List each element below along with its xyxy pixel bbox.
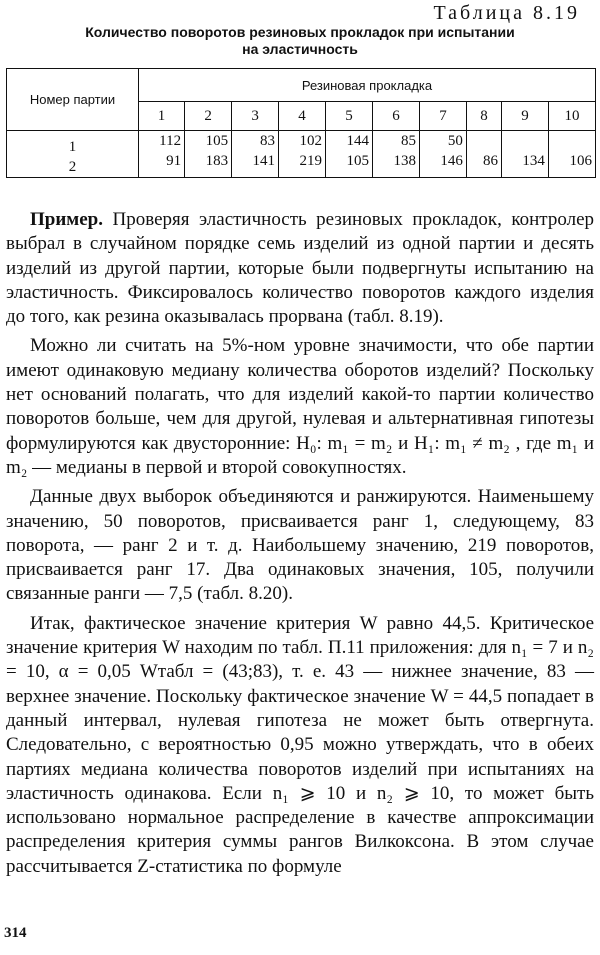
value: 138 [393,153,416,169]
table-title [0,24,600,58]
party-labels-cell [7,131,139,178]
value: 183 [205,153,229,169]
column-header: 4 [279,102,326,131]
value: 50 [447,133,463,149]
value: 146 [440,153,463,169]
value: 102 [299,133,323,149]
value-cell [326,131,373,178]
value-cell [185,131,232,178]
value-cell [139,131,185,178]
paragraph: Данные двух выборок объединяются и ранжируются. Наименьшему значению, 50 поворотов, присваивается ранг 1, следующему, 83 поворота, — ранг 2 и т. д. Наибольшему значению, 219 поворотов, присваивается ранг 17. Два одинаковых значения, 105, получили связанные ранги — 7,5 (табл. 8.20). [6,486,594,605]
value: 86 [482,153,498,169]
value: 112 [159,133,182,149]
page-number: 314 [4,925,27,941]
value-cell [548,131,595,178]
value: 85 [400,133,416,149]
paragraph [6,208,594,329]
value: 105 [346,153,369,169]
gasket-header: Резиновая прокладка [139,69,596,102]
value-cell [232,131,279,178]
value-cell [466,131,501,178]
table-title-line-1: Количество поворотов резиновых прокладок при испытании [85,24,515,40]
column-header: 3 [232,102,279,131]
column-header: 1 [139,102,185,131]
value: 219 [299,153,323,169]
column-header: 7 [419,102,466,131]
table-title-line-2: на эластичность [242,41,358,57]
value: 144 [346,133,369,149]
value: 134 [522,153,545,169]
value: 106 [569,153,592,169]
column-header: 5 [326,102,373,131]
column-header: 8 [466,102,501,131]
paragraph-text: Проверяя эластичность резиновых прокладок, контролер выбрал в случайном порядке семь изделий из одной партии и десять изделий из другой партии, которые были подвергнуты испытанию на эластичность. Фиксировалось количество поворотов каждого изделия до того, как резина оказывалась прорвана (табл. 8.19). [6,209,594,328]
paragraph: Можно ли считать на 5%-ном уровне значимости, что обе партии имеют одинаковую медиану количества оборотов изделий? Поскольку нет оснований полагать, что для изделий какой-то партии количество поворотов больше, чем для другой, нулевая и альтернативная гипотезы формулируются как двусторонние: H₀: m₁ = m₂ и H₁: m₁ ≠ m₂ , где m₁ и m₂ — медианы в первой и второй совокупностях. [6,335,594,478]
paragraph: Итак, фактическое значение критерия W равно 44,5. Критическое значение критерия W находим по табл. П.11 приложения: для n₁ = 7 и n₂ = 10, α = 0,05 Wтабл = (43;83), т. е. 43 — нижнее значение, 83 — верхнее значение. Поскольку фактическое значение W = 44,5 попадает в данный интервал, нулевая гипотеза не может быть отвергнута. Следовательно, с вероятностью 0,95 можно утверждать, что в обеих партиях медиана количества поворотов изделий при испытаниях на эластичность одинакова. Если n₁ ⩾ 10 и n₂ ⩾ 10, то может быть использовано нормальное распределение в качестве аппроксимации распределения критерия суммы рангов Вилкоксона. В этом случае рассчитывается Z-статистика по формуле [6,612,594,877]
value: 105 [205,133,229,149]
party-label: 2 [68,159,77,175]
column-header: 10 [548,102,595,131]
body-text [6,208,594,879]
column-header: 2 [185,102,232,131]
value: 141 [252,153,276,169]
value: 91 [166,153,182,169]
table-number-label: Таблица 8.19 [433,2,580,24]
column-header: 9 [501,102,548,131]
value-cell [372,131,419,178]
table-data-row [7,131,596,178]
value: 83 [260,133,276,149]
rotations-table [6,68,596,178]
value-cell [279,131,326,178]
column-header: 6 [372,102,419,131]
party-number-header: Номер партии [7,69,139,131]
value-cell [501,131,548,178]
value-cell [419,131,466,178]
example-lead: Пример. [30,209,103,230]
party-label: 1 [68,139,77,155]
